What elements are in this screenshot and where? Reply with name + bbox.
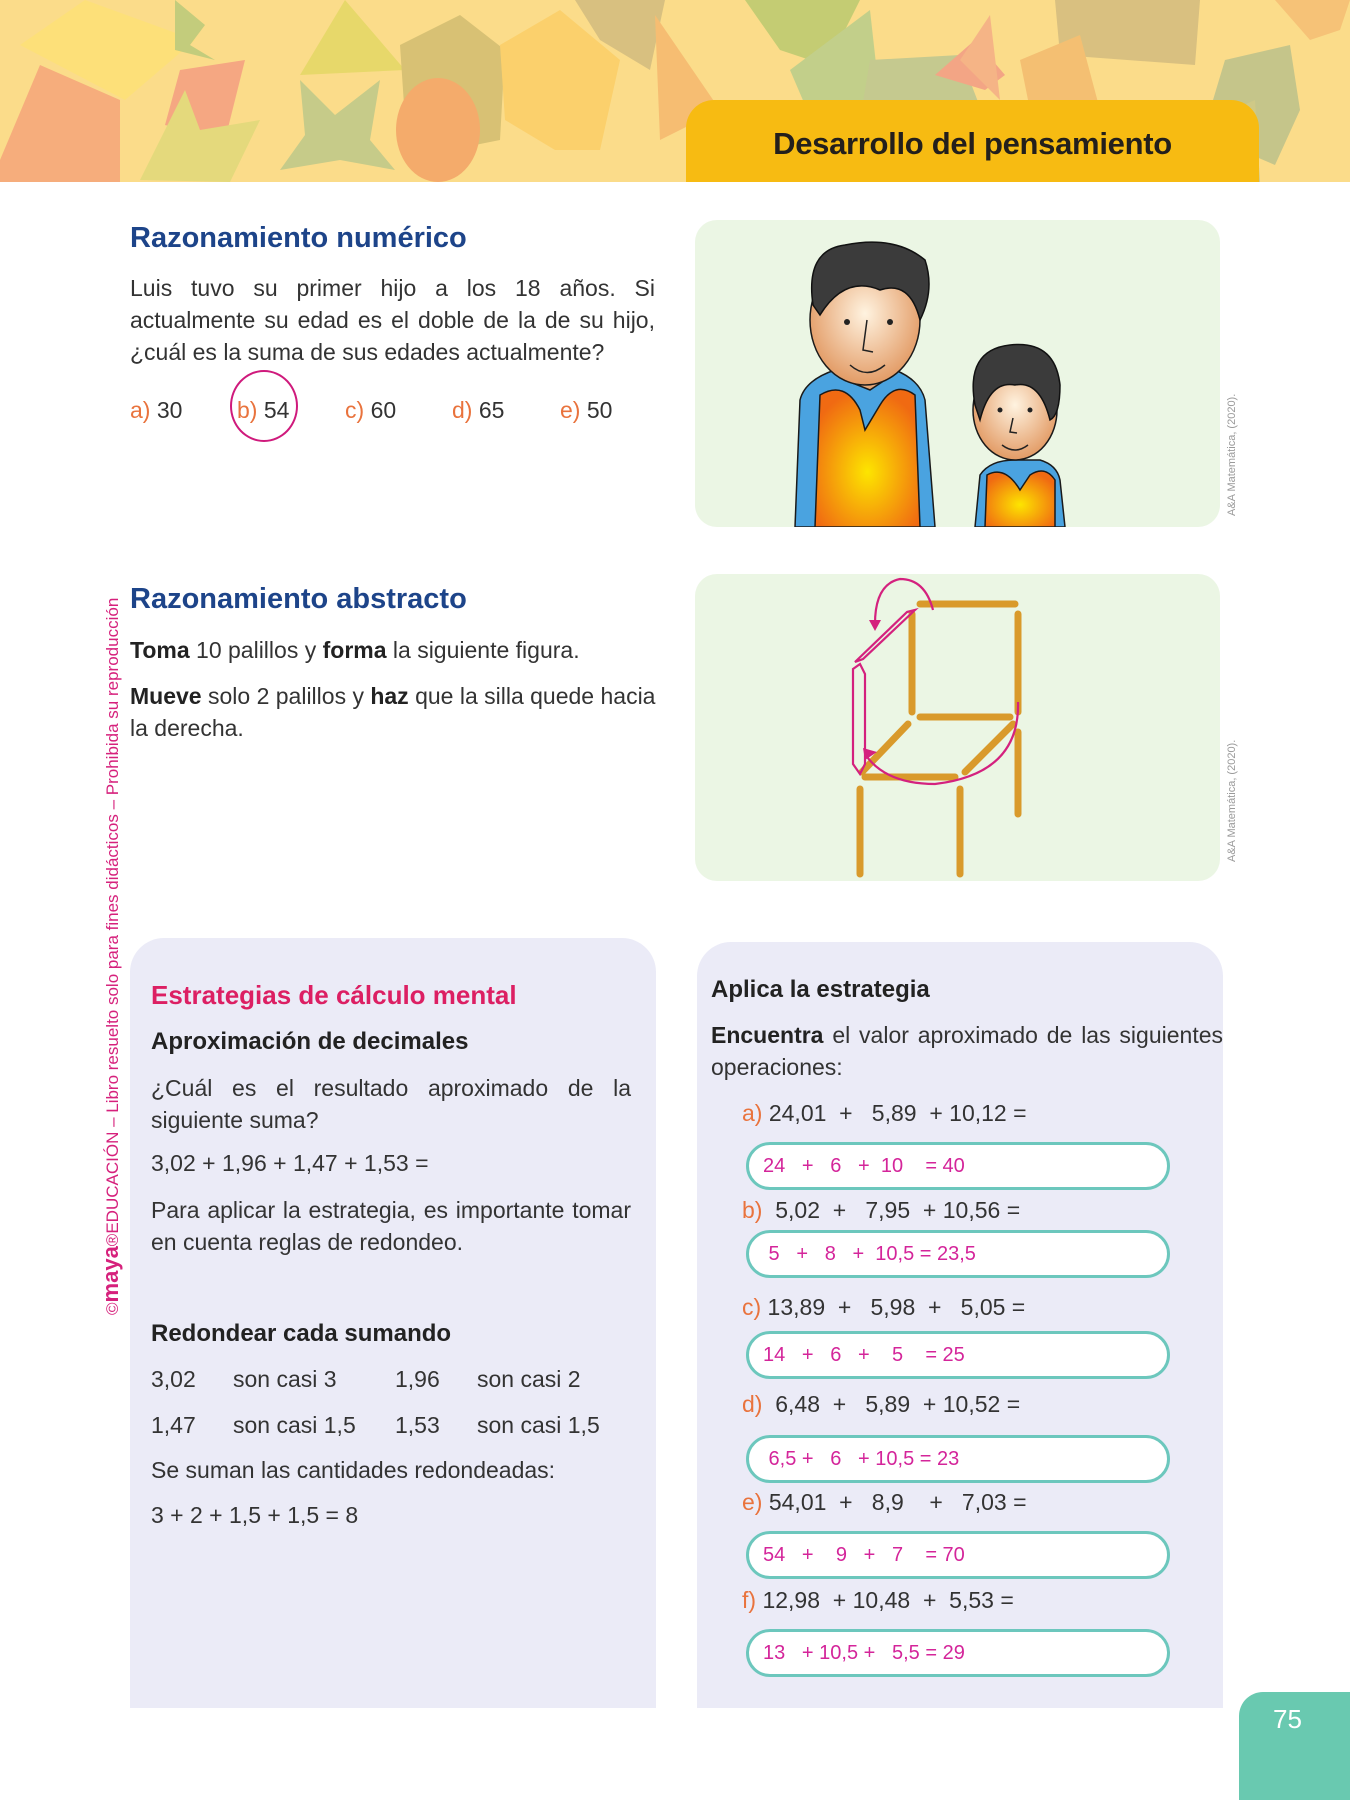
section-title: Desarrollo del pensamiento bbox=[773, 126, 1172, 161]
exercise-d bbox=[742, 1391, 1020, 1418]
option-letter: e) bbox=[560, 397, 581, 423]
strategy-question: ¿Cuál es el resultado aproximado de la siguiente suma? bbox=[151, 1075, 631, 1133]
text: el valor aproximado de las siguientes operaciones: bbox=[711, 1022, 1223, 1080]
numeric-reasoning-title: Razonamiento numérico bbox=[130, 222, 467, 254]
rounding-text: son casi 1,5 bbox=[233, 1412, 356, 1438]
header-banner bbox=[0, 0, 1350, 182]
rounding-text: son casi 2 bbox=[477, 1366, 581, 1392]
answer-field-b[interactable] bbox=[746, 1230, 1170, 1278]
answer-text: 13 + 10,5 + 5,5 = 29 bbox=[763, 1642, 965, 1664]
exercise-a bbox=[742, 1100, 1027, 1127]
answer-field-a[interactable] bbox=[746, 1142, 1170, 1190]
option-c[interactable] bbox=[345, 397, 396, 424]
option-e[interactable] bbox=[560, 397, 612, 424]
answer-field-d[interactable] bbox=[746, 1435, 1170, 1483]
bold-verb: Toma bbox=[130, 637, 190, 663]
bold-verb: haz bbox=[370, 683, 409, 709]
exercise-expression: 13,89 + 5,98 + 5,05 = bbox=[761, 1294, 1026, 1320]
option-a[interactable] bbox=[130, 397, 182, 424]
bold-verb: Encuentra bbox=[711, 1022, 824, 1048]
rounding-num: 1,96 bbox=[395, 1366, 440, 1392]
answer-text: 14 + 6 + 5 = 25 bbox=[763, 1344, 965, 1366]
text: 10 palillos y bbox=[189, 637, 323, 663]
option-letter: d) bbox=[452, 397, 473, 423]
page-number: 75 bbox=[1273, 1704, 1302, 1734]
option-value: 30 bbox=[156, 397, 183, 423]
option-letter: b) bbox=[237, 397, 258, 423]
abstract-reasoning-title: Razonamiento abstracto bbox=[130, 583, 467, 615]
brand-logo: maya bbox=[98, 1246, 123, 1303]
image-credit: A&A Matemática, (2020). bbox=[1226, 393, 1238, 516]
answer-field-e[interactable] bbox=[746, 1531, 1170, 1579]
text: solo 2 palillos y bbox=[201, 683, 371, 709]
father-son-drawing bbox=[695, 220, 1220, 527]
rounding-title: Redondear cada sumando bbox=[151, 1320, 452, 1347]
exercise-c bbox=[742, 1294, 1025, 1321]
option-value: 50 bbox=[586, 397, 613, 423]
exercise-e bbox=[742, 1489, 1027, 1516]
sum-label: Se suman las cantidades redondeadas: bbox=[151, 1457, 556, 1483]
option-value: 54 bbox=[263, 397, 290, 423]
strategy-expression: 3,02 + 1,96 + 1,47 + 1,53 = bbox=[151, 1150, 429, 1176]
exercise-expression: 5,02 + 7,95 + 10,56 = bbox=[762, 1197, 1021, 1223]
exercise-expression: 24,01 + 5,89 + 10,12 = bbox=[762, 1100, 1027, 1126]
answer-text: 6,5 + 6 + 10,5 = 23 bbox=[763, 1448, 960, 1470]
exercise-letter: f) bbox=[742, 1587, 757, 1613]
copyright-symbol: © bbox=[103, 1302, 122, 1315]
selected-answer-circle bbox=[230, 370, 298, 442]
image-credit: A&A Matemática, (2020). bbox=[1226, 739, 1238, 862]
father-son-illustration bbox=[695, 220, 1220, 527]
strategy-title: Estrategias de cálculo mental bbox=[151, 980, 517, 1010]
rounding-num: 3,02 bbox=[151, 1366, 196, 1392]
text: que la silla quede hacia la derecha. bbox=[130, 683, 656, 741]
strategy-subtitle: Aproximación de decimales bbox=[151, 1028, 469, 1055]
apply-instruction bbox=[711, 1019, 1223, 1083]
sum-result: 3 + 2 + 1,5 + 1,5 = 8 bbox=[151, 1502, 359, 1528]
answer-text: 54 + 9 + 7 = 70 bbox=[763, 1544, 965, 1566]
option-letter: c) bbox=[345, 397, 365, 423]
exercise-letter: b) bbox=[742, 1197, 763, 1223]
copyright-watermark bbox=[98, 598, 124, 1315]
abstract-instruction-1 bbox=[130, 634, 670, 666]
numeric-question: Luis tuvo su primer hijo a los 18 años. Si actualmente su edad es el doble de la de su hijo, ¿cuál es la suma de sus edades actualmente? bbox=[130, 275, 655, 365]
option-value: 65 bbox=[478, 397, 505, 423]
option-letter: a) bbox=[130, 397, 151, 423]
page-number-tab bbox=[1239, 1692, 1350, 1800]
exercise-b bbox=[742, 1197, 1020, 1224]
exercise-letter: a) bbox=[742, 1100, 763, 1126]
answer-field-c[interactable] bbox=[746, 1331, 1170, 1379]
exercise-letter: e) bbox=[742, 1489, 763, 1515]
section-title-tab bbox=[686, 100, 1259, 182]
rounding-text: son casi 1,5 bbox=[477, 1412, 600, 1438]
option-d[interactable] bbox=[452, 397, 504, 424]
answer-text: 5 + 8 + 10,5 = 23,5 bbox=[763, 1243, 976, 1265]
option-value: 60 bbox=[370, 397, 397, 423]
exercise-expression: 6,48 + 5,89 + 10,52 = bbox=[762, 1391, 1021, 1417]
abstract-instruction-2 bbox=[130, 680, 670, 744]
exercise-letter: d) bbox=[742, 1391, 763, 1417]
text: la siguiente figura. bbox=[386, 637, 580, 663]
matchstick-chair-drawing bbox=[695, 574, 1220, 881]
answer-field-f[interactable] bbox=[746, 1629, 1170, 1677]
bold-verb: Mueve bbox=[130, 683, 202, 709]
answer-text: 24 + 6 + 10 = 40 bbox=[763, 1155, 965, 1177]
exercise-f bbox=[742, 1587, 1014, 1614]
rounding-text: son casi 3 bbox=[233, 1366, 337, 1392]
exercise-letter: c) bbox=[742, 1294, 762, 1320]
rounding-num: 1,53 bbox=[395, 1412, 440, 1438]
copyright-text: ®EDUCACIÓN – Libro resuelto solo para fines didácticos – Prohibida su reproducción bbox=[103, 597, 122, 1247]
strategy-note: Para aplicar la estrategia, es importante tomar en cuenta reglas de redondeo. bbox=[151, 1197, 631, 1255]
apply-title: Aplica la estrategia bbox=[711, 976, 930, 1003]
matchstick-chair-illustration bbox=[695, 574, 1220, 881]
bold-verb: forma bbox=[322, 637, 387, 663]
exercise-expression: 12,98 + 10,48 + 5,53 = bbox=[756, 1587, 1014, 1613]
exercise-expression: 54,01 + 8,9 + 7,03 = bbox=[762, 1489, 1027, 1515]
rounding-num: 1,47 bbox=[151, 1412, 196, 1438]
